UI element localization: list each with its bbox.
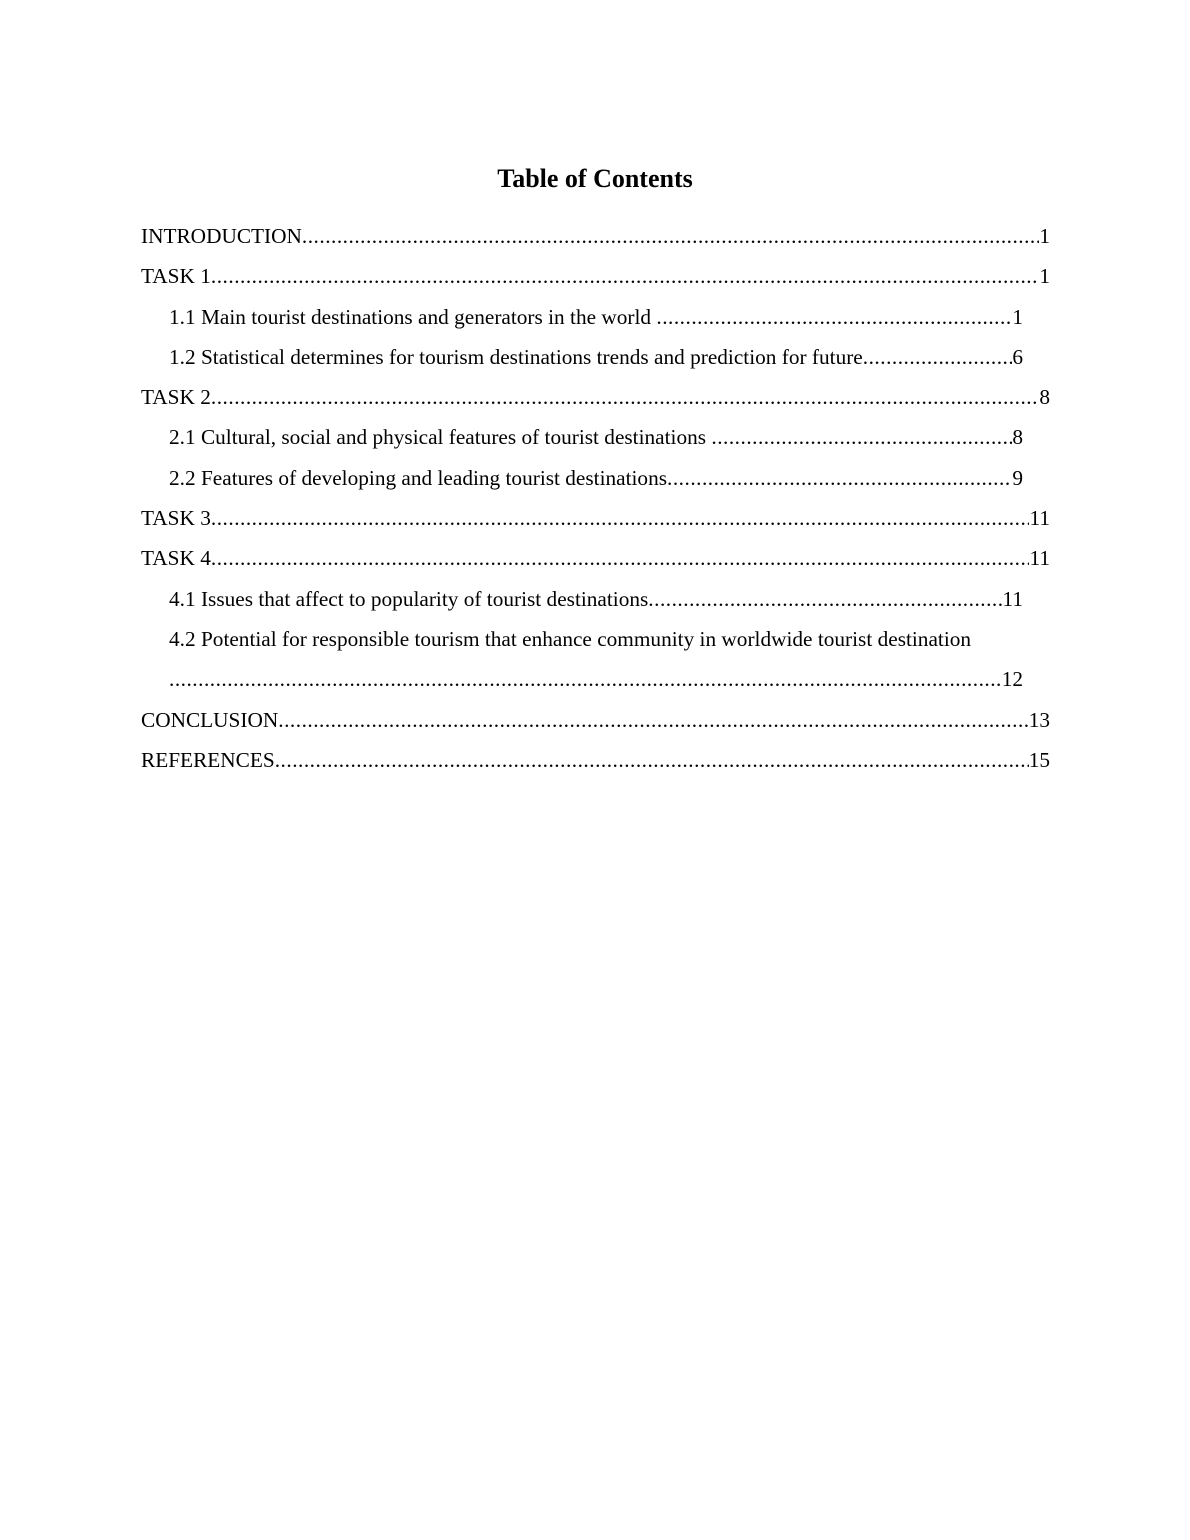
toc-entry-task-2[interactable]	[141, 377, 1050, 417]
toc-entry-label: INTRODUCTION	[141, 224, 302, 248]
toc-entry-task-3[interactable]	[141, 498, 1050, 538]
toc-entry-2-2[interactable]	[169, 458, 1023, 498]
toc-entry-label: REFERENCES	[141, 747, 275, 772]
toc-entry-label: TASK 1	[141, 264, 211, 289]
dot-leader	[211, 498, 1030, 538]
dot-leader	[275, 740, 1029, 780]
toc-page-number: 11	[1002, 586, 1023, 611]
toc-entry-label: 4.2 Potential for responsible tourism that enhance community in worldwide tourist destination	[169, 626, 972, 651]
toc-entry-label: 1.1 Main tourist destinations and generators in the world	[169, 304, 657, 329]
toc-entry-conclusion[interactable]	[141, 700, 1050, 740]
toc-page-number: 13	[1028, 707, 1050, 732]
toc-page-number: 15	[1028, 747, 1050, 772]
dot-leader	[667, 458, 1012, 498]
toc-entry-4-1[interactable]	[169, 579, 1023, 619]
toc-page-number: 1	[1039, 224, 1050, 248]
toc-entry-label: 1.2 Statistical determines for tourism destinations trends and prediction for future	[169, 344, 863, 369]
dot-leader	[211, 538, 1030, 578]
dot-leader	[211, 377, 1039, 417]
toc-entry-2-1[interactable]	[169, 417, 1023, 457]
toc-page-number: 11	[1029, 506, 1050, 531]
toc-page-number: 8	[1039, 385, 1050, 410]
toc-page-number: 1	[1012, 304, 1023, 329]
toc-entry-label: TASK 4	[141, 546, 211, 571]
toc-page-number: 8	[1012, 425, 1023, 450]
toc-page-number: 6	[1012, 344, 1023, 369]
toc-entry-label: 2.2 Features of developing and leading tourist destinations	[169, 465, 668, 490]
toc-page-number: 9	[1012, 465, 1023, 490]
toc-entry-1-2[interactable]	[169, 337, 1023, 377]
dot-leader	[656, 297, 1012, 337]
toc-page-number: 1	[1039, 264, 1050, 289]
toc-entry-4-2[interactable]	[169, 619, 1051, 700]
toc-page-number: 12	[1001, 667, 1023, 692]
toc-entry-label: 4.1 Issues that affect to popularity of tourist destinations	[169, 586, 649, 611]
toc-entry-references[interactable]	[141, 740, 1050, 780]
toc-entry-label: 2.1 Cultural, social and physical features of tourist destinations	[169, 425, 712, 450]
dot-leader	[863, 337, 1013, 377]
toc-page-number: 11	[1029, 546, 1050, 571]
dot-leader	[211, 256, 1039, 296]
dot-leader	[648, 579, 1002, 619]
dot-leader	[169, 659, 1002, 699]
toc-entry-1-1[interactable]	[169, 297, 1023, 337]
toc-entry-introduction[interactable]	[141, 216, 1050, 256]
toc-entry-label: TASK 2	[141, 385, 211, 410]
table-of-contents	[141, 216, 1050, 780]
dot-leader	[711, 417, 1012, 457]
dot-leader	[278, 700, 1028, 740]
page-title: Table of Contents	[497, 164, 693, 193]
toc-entry-label: CONCLUSION	[141, 707, 279, 732]
toc-entry-task-4[interactable]	[141, 538, 1050, 578]
toc-entry-task-1[interactable]	[141, 256, 1050, 296]
dot-leader	[302, 216, 1039, 256]
toc-entry-label: TASK 3	[141, 506, 211, 531]
